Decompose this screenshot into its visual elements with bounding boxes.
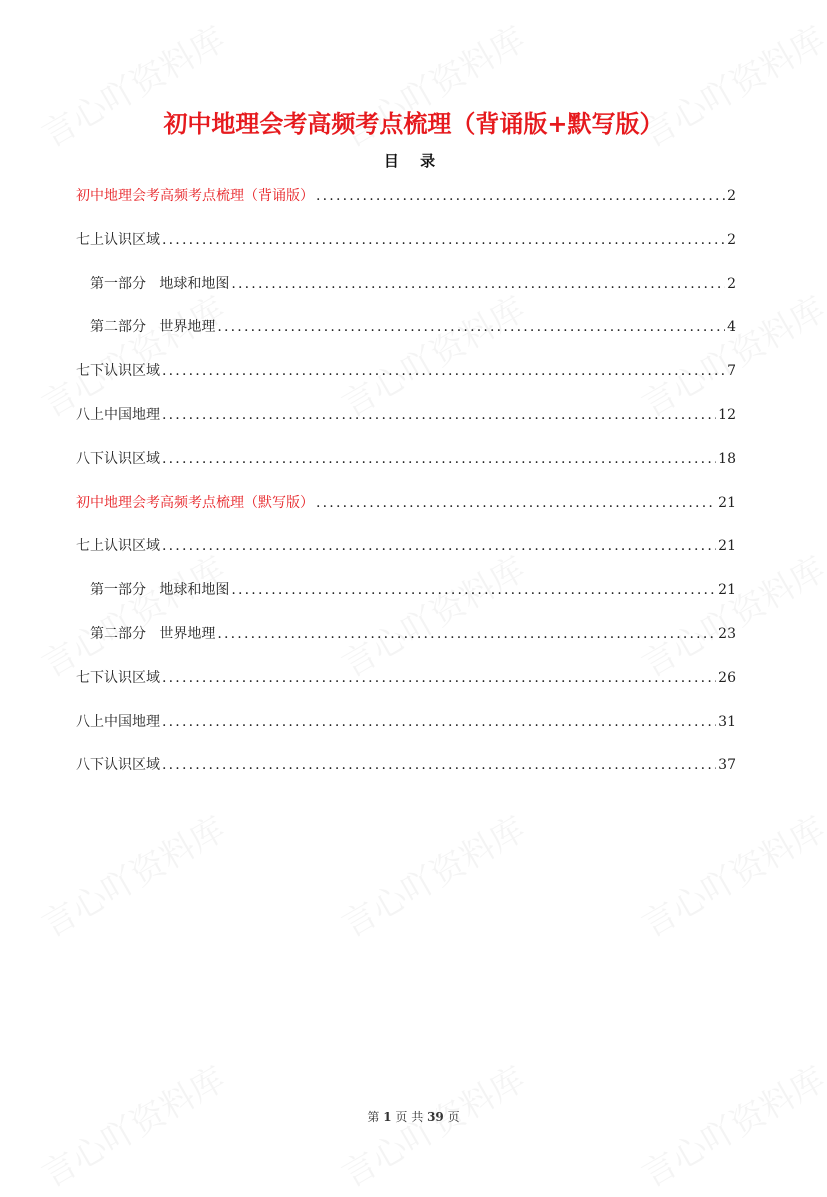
toc-entry-label: 七下认识区域 — [76, 363, 160, 380]
toc-entry[interactable] — [76, 449, 736, 493]
toc-entry-page: 23 — [718, 625, 736, 642]
toc-leader-dots — [162, 536, 716, 556]
toc-entry-label: 初中地理会考高频考点梳理（背诵版） — [76, 188, 314, 204]
toc-leader-dots — [162, 405, 716, 425]
toc-entry-label: 七下认识区域 — [76, 669, 160, 686]
toc-entry-page: 4 — [727, 319, 736, 336]
page-footer — [0, 1108, 827, 1125]
toc-leader-dots — [162, 668, 716, 688]
toc-entry[interactable] — [76, 493, 736, 537]
toc-leader-dots — [316, 186, 725, 206]
toc-entry-page: 2 — [727, 275, 736, 292]
toc-leader-dots — [162, 230, 725, 250]
watermark — [631, 802, 827, 946]
footer-total-pages: 39 — [427, 1110, 444, 1124]
footer-suffix: 页 — [447, 1110, 460, 1124]
table-of-contents — [76, 186, 736, 799]
toc-leader-dots — [162, 755, 716, 775]
footer-prefix: 第 — [367, 1110, 380, 1124]
toc-entry[interactable] — [76, 405, 736, 449]
toc-entry-page: 26 — [718, 669, 736, 686]
toc-entry-page: 7 — [727, 363, 736, 380]
toc-entry-label: 初中地理会考高频考点梳理（默写版） — [76, 494, 314, 511]
toc-entry[interactable] — [76, 274, 736, 318]
toc-entry[interactable] — [76, 624, 736, 668]
toc-leader-dots — [162, 361, 725, 381]
toc-leader-dots — [231, 580, 716, 600]
toc-entry-label: 第一部分 地球和地图 — [90, 582, 230, 599]
toc-entry-label: 八下认识区域 — [76, 450, 160, 467]
toc-leader-dots — [162, 712, 716, 732]
toc-leader-dots — [316, 493, 716, 513]
toc-entry-label: 八上中国地理 — [76, 406, 160, 423]
toc-entry-label: 八下认识区域 — [76, 757, 160, 774]
toc-entry-page: 12 — [718, 406, 736, 423]
toc-entry-page: 37 — [718, 757, 736, 774]
footer-middle: 页 共 — [395, 1110, 424, 1124]
toc-leader-dots — [162, 449, 716, 469]
toc-entry[interactable] — [76, 580, 736, 624]
toc-entry[interactable] — [76, 712, 736, 756]
toc-entry-label: 第二部分 世界地理 — [90, 625, 216, 642]
toc-entry[interactable] — [76, 361, 736, 405]
toc-entry[interactable] — [76, 230, 736, 274]
toc-entry-page: 2 — [727, 231, 736, 248]
toc-entry-label: 八上中国地理 — [76, 713, 160, 730]
toc-entry-page: 21 — [718, 494, 736, 511]
toc-entry-label: 第二部分 世界地理 — [90, 319, 216, 336]
toc-entry-label: 七上认识区域 — [76, 231, 160, 248]
toc-entry-page: 31 — [718, 713, 736, 730]
footer-current-page: 1 — [383, 1110, 392, 1124]
toc-entry[interactable] — [76, 317, 736, 361]
toc-leader-dots — [217, 317, 725, 337]
toc-heading: 目 录 — [383, 152, 444, 170]
toc-entry-label: 七上认识区域 — [76, 538, 160, 555]
toc-entry-label: 第一部分 地球和地图 — [90, 275, 230, 292]
toc-entry[interactable] — [76, 668, 736, 712]
toc-leader-dots — [217, 624, 716, 644]
toc-entry-page: 21 — [718, 582, 736, 599]
toc-entry[interactable] — [76, 186, 736, 230]
toc-entry-page: 21 — [718, 538, 736, 555]
watermark — [331, 802, 532, 946]
toc-entry-page: 18 — [718, 450, 736, 467]
toc-entry-page: 2 — [727, 188, 736, 204]
toc-entry[interactable] — [76, 536, 736, 580]
document-title: 初中地理会考高频考点梳理（背诵版+默写版） — [163, 109, 664, 138]
toc-leader-dots — [231, 274, 725, 294]
watermark — [31, 802, 232, 946]
toc-entry[interactable] — [76, 755, 736, 799]
